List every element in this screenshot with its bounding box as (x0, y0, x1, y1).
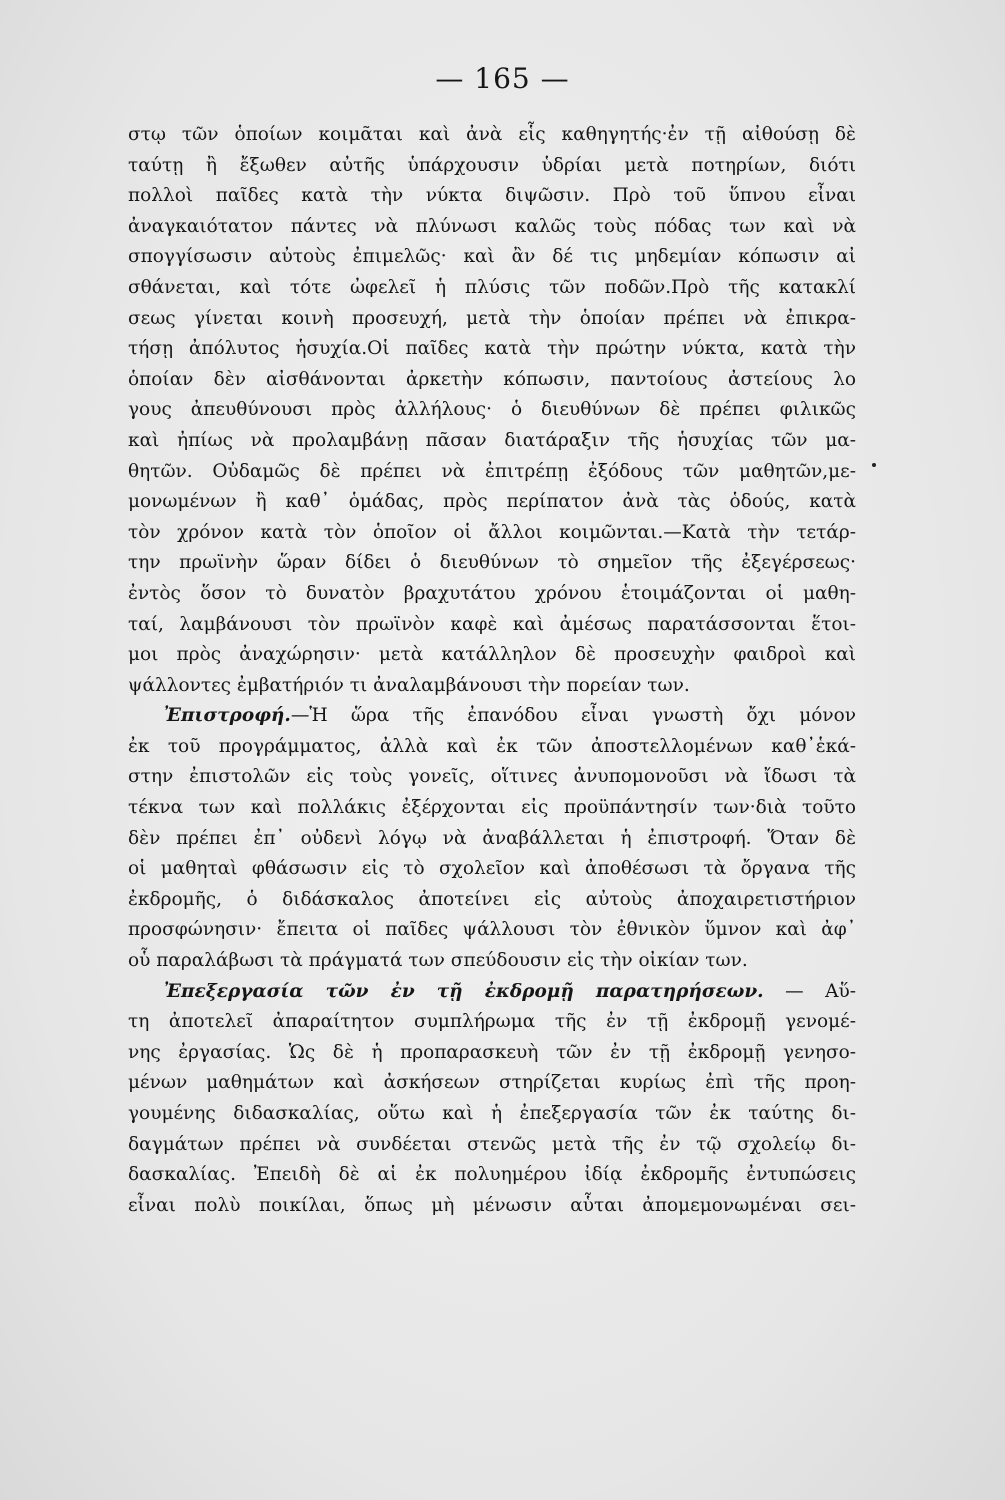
text-line: ἀναγκαιότατον πάντες νὰ πλύνωσι καλῶς τοὺς πόδας των καὶ νὰ (128, 215, 856, 237)
section-return-text: —Ἡ ὥρα τῆς ἐπανόδου εἶναι γνωστὴ ὄχι μόνον (290, 705, 856, 727)
text-line: σπογγίσωσιν αὐτοὺς ἐπιμελῶς· καὶ ἂν δέ τις μηδεμίαν κόπωσιν αἰ (128, 246, 856, 268)
text-line: νης ἐργασίας. Ὡς δὲ ἡ προπαρασκευὴ τῶν ἐν τῇ ἐκδρομῇ γενησο- (128, 1041, 856, 1063)
text-line: ταί, λαμβάνουσι τὸν πρωϊνὸν καφὲ καὶ ἀμέσως παρατάσσονται ἕτοι- (128, 613, 856, 635)
section-processing-first-line (128, 977, 856, 1008)
text-line: ἐκδρομῆς, ὁ διδάσκαλος ἀποτείνει εἰς αὐτοὺς ἀποχαιρετιστήριον (128, 888, 856, 910)
text-line: την πρωϊνὴν ὥραν δίδει ὁ διευθύνων τὸ σημεῖον τῆς ἐξεγέρσεως· (128, 552, 856, 574)
text-line: δὲν πρέπει ἐπ᾽ οὐδενὶ λόγῳ νὰ ἀναβάλλεται ἡ ἐπιστροφή. Ὅταν δὲ (128, 827, 856, 849)
text-line: οἱ μαθηταὶ φθάσωσιν εἰς τὸ σχολεῖον καὶ ἀποθέσωσι τὰ ὄργανα τῆς (128, 858, 856, 880)
body-text (128, 120, 856, 1221)
text-line: τήσῃ ἀπόλυτος ἡσυχία.Οἱ παῖδες κατὰ τὴν πρώτην νύκτα, κατὰ τὴν (128, 338, 856, 360)
text-line: σθάνεται, καὶ τότε ὠφελεῖ ἡ πλύσις τῶν ποδῶν.Πρὸ τῆς κατακλί (128, 276, 856, 298)
text-line: ἐντὸς ὅσον τὸ δυνατὸν βραχυτάτου χρόνου ἑτοιμάζονται οἱ μαθη- (128, 582, 856, 604)
text-line: ψάλλοντες ἐμβατήριόν τι ἀναλαμβάνουσι τὴν πορείαν των. (128, 674, 690, 696)
text-line: καὶ ἠπίως νὰ προλαμβάνῃ πᾶσαν διατάραξιν τῆς ἡσυχίας τῶν μα- (128, 429, 856, 451)
text-line: τὸν χρόνον κατὰ τὸν ὁποῖον οἱ ἄλλοι κοιμῶνται.—Κατὰ τὴν τετάρ- (128, 521, 856, 543)
text-line: τη ἀποτελεῖ ἀπαραίτητον συμπλήρωμα τῆς ἐν τῇ ἐκδρομῇ γενομέ- (128, 1011, 856, 1033)
margin-dot (872, 463, 876, 467)
text-line: προσφώνησιν· ἔπειτα οἱ παῖδες ψάλλουσι τὸν ἐθνικὸν ὕμνον καὶ ἀφ᾽ (128, 919, 856, 941)
section-heading-return: Ἐπιστροφή. (164, 705, 291, 727)
text-line: εἶναι πολὺ ποικίλαι, ὅπως μὴ μένωσιν αὗται ἀπομεμονωμέναι σει- (128, 1194, 856, 1216)
text-line: στην ἐπιστολῶν εἰς τοὺς γονεῖς, οἵτινες ἀνυπομονοῦσι νὰ ἴδωσι τὰ (128, 766, 856, 788)
text-line: μένων μαθημάτων καὶ ἀσκήσεων στηρίζεται κυρίως ἐπὶ τῆς προη- (128, 1072, 856, 1094)
section-heading-processing: Ἐπεξεργασία τῶν ἐν τῇ ἐκδρομῇ παρατηρήσεων. (164, 980, 764, 1002)
text-line: δασκαλίας. Ἐπειδὴ δὲ αἱ ἐκ πολυημέρου ἰδίᾳ ἐκδρομῆς ἐντυπώσεις (128, 1164, 856, 1186)
text-line: ἐκ τοῦ προγράμματος, ἀλλὰ καὶ ἐκ τῶν ἀποστελλομένων καθ᾽ἑκά- (128, 735, 856, 757)
text-line: γουμένης διδασκαλίας, οὕτω καὶ ἡ ἐπεξεργασία τῶν ἐκ ταύτης δι- (128, 1103, 856, 1124)
text-line: τέκνα των καὶ πολλάκις ἐξέρχονται εἰς προϋπάντησίν των·διὰ τοῦτο (128, 797, 856, 819)
text-line: σεως γίνεται κοινὴ προσευχή, μετὰ τὴν ὁποίαν πρέπει νὰ ἐπικρα- (128, 307, 856, 329)
text-line: μονωμένων ἢ καθ᾽ ὁμάδας, πρὸς περίπατον ἀνὰ τὰς ὁδούς, κατὰ (128, 491, 856, 513)
section-return-first-line (128, 701, 856, 732)
text-line: στῳ τῶν ὁποίων κοιμᾶται καὶ ἀνὰ εἷς καθηγητής·ἐν τῇ αἰθούσῃ δὲ (128, 124, 856, 145)
section-processing-text: — Αὕ- (763, 980, 856, 1002)
text-line: μοι πρὸς ἀναχώρησιν· μετὰ κατάλληλον δὲ προσευχὴν φαιδροὶ καὶ (128, 644, 856, 666)
text-line: πολλοὶ παῖδες κατὰ τὴν νύκτα διψῶσιν. Πρὸ τοῦ ὕπνου εἶναι (128, 185, 856, 207)
text-line: ὁποίαν δὲν αἰσθάνονται ἀρκετὴν κόπωσιν, παντοίους ἀστείους λο (128, 368, 856, 390)
text-line: ταύτῃ ἢ ἔξωθεν αὐτῆς ὑπάρχουσιν ὑδρίαι μετὰ ποτηρίων, διότι (128, 154, 856, 176)
text-line: γους ἀπευθύνουσι πρὸς ἀλλήλους· ὁ διευθύνων δὲ πρέπει φιλικῶς (128, 399, 856, 421)
text-line: θητῶν. Οὐδαμῶς δὲ πρέπει νὰ ἐπιτρέπῃ ἐξόδους τῶν μαθητῶν,με- (128, 460, 856, 482)
page-number: — 165 — (435, 62, 570, 95)
text-line: δαγμάτων πρέπει νὰ συνδέεται στενῶς μετὰ τῆς ἐν τῷ σχολείῳ δι- (128, 1133, 856, 1155)
text-line: οὗ παραλάβωσι τὰ πράγματά των σπεύδουσιν εἰς τὴν οἰκίαν των. (128, 950, 748, 972)
